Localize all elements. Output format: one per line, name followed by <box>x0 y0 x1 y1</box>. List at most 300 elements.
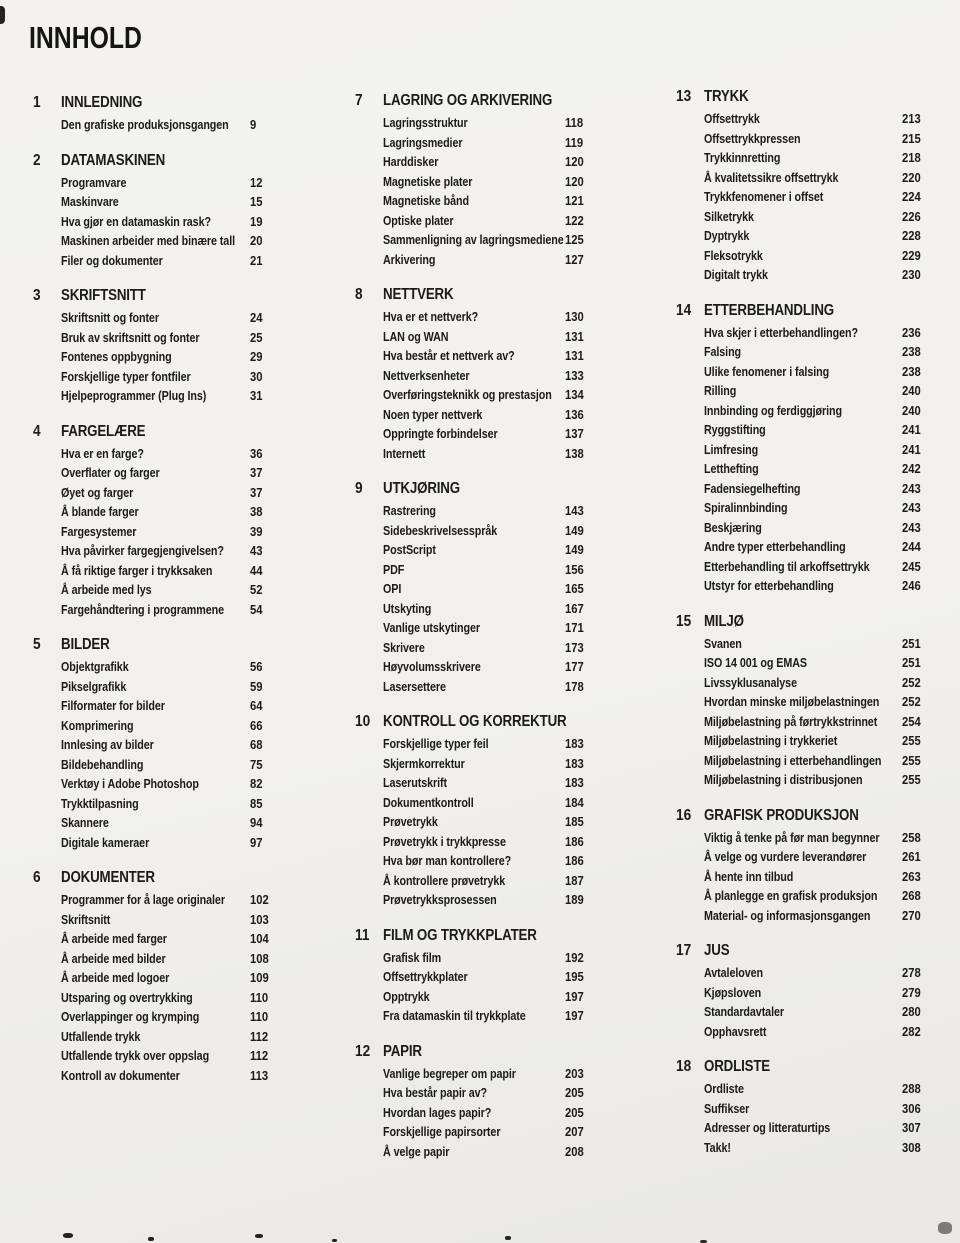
toc-entry-label: Miljøbelastning i etterbehandlingen <box>704 753 882 768</box>
toc-entry <box>704 247 948 267</box>
toc-entry-label: Å arbeide med logoer <box>61 971 170 985</box>
toc-entry <box>61 562 295 582</box>
toc-entry-label: Å blande farger <box>61 505 139 519</box>
toc-entry-label: Trykkfenomener i offset <box>704 190 824 204</box>
chapter-items <box>704 635 948 791</box>
toc-entry-page: 238 <box>902 364 921 379</box>
toc-entry-page: 251 <box>902 636 921 651</box>
toc-entry-page: 39 <box>250 524 263 539</box>
toc-entry <box>704 907 948 927</box>
toc-entry-label: Sammenligning av lagringsmediene <box>383 233 564 247</box>
chapter-items <box>61 174 295 272</box>
toc-entry <box>704 149 948 169</box>
toc-entry <box>61 775 295 795</box>
chapter-items <box>61 658 295 853</box>
chapter-number: 17 <box>676 942 692 959</box>
toc-entry-page: 43 <box>250 544 263 558</box>
toc-entry-label: Falsing <box>704 345 742 359</box>
toc-section <box>355 90 617 270</box>
toc-entry-label: Å velge og vurdere leverandører <box>704 850 867 864</box>
toc-entry <box>61 193 295 213</box>
toc-entry-label: Hva er en farge? <box>61 446 144 461</box>
toc-entry-page: 288 <box>902 1082 921 1096</box>
toc-entry-page: 125 <box>565 233 584 247</box>
toc-entry-page: 52 <box>250 583 263 597</box>
chapter-number: 1 <box>33 94 41 111</box>
chapter-title: DATAMASKINEN <box>61 151 166 169</box>
chapter-heading <box>355 711 617 732</box>
toc-entry-label: Fargehåndtering i programmene <box>61 602 224 617</box>
toc-entry-page: 183 <box>565 756 584 771</box>
toc-entry-label: Nettverksenheter <box>383 368 470 383</box>
toc-entry <box>704 130 948 150</box>
toc-entry-label: Rastrering <box>383 504 436 518</box>
toc-entry <box>61 387 295 407</box>
toc-entry-label: Lagringsstruktur <box>383 116 468 130</box>
toc-entry-label: Å hente inn tilbud <box>704 869 794 884</box>
toc-entry-label: Ulike fenomener i falsing <box>704 364 830 379</box>
toc-entry-label: Fra datamaskin til trykkplate <box>383 1009 526 1023</box>
toc-entry <box>61 601 295 621</box>
toc-entry-page: 103 <box>250 912 269 927</box>
toc-entry-label: Programvare <box>61 175 127 190</box>
toc-entry <box>704 343 948 363</box>
chapter-heading <box>355 284 617 305</box>
toc-entry-page: 94 <box>250 816 263 830</box>
toc-entry <box>383 406 617 426</box>
toc-entry <box>704 402 948 422</box>
toc-entry-page: 243 <box>902 501 921 515</box>
toc-entry <box>704 964 948 984</box>
toc-section <box>33 285 295 407</box>
chapter-title: INNLEDNING <box>61 94 143 111</box>
toc-entry-label: Digitalt trykk <box>704 268 768 282</box>
toc-entry <box>61 658 295 678</box>
chapter-heading <box>33 634 295 655</box>
toc-entry <box>61 1028 295 1048</box>
toc-section <box>676 611 948 791</box>
toc-entry-page: 244 <box>902 540 921 554</box>
toc-entry <box>383 173 617 193</box>
toc-entry <box>383 794 617 814</box>
toc-entry <box>704 208 948 228</box>
toc-entry-page: 112 <box>250 1049 269 1063</box>
toc-entry-page: 255 <box>902 753 921 768</box>
toc-entry <box>704 868 948 888</box>
toc-section <box>676 1056 948 1158</box>
toc-entry-label: Hvordan minske miljøbelastningen <box>704 695 880 709</box>
toc-section <box>355 284 617 464</box>
toc-entry-page: 228 <box>902 229 921 243</box>
toc-entry-label: Verktøy i Adobe Photoshop <box>61 777 199 791</box>
toc-entry-label: Pikselgrafikk <box>61 679 127 694</box>
toc-entry-label: Å arbeide med lys <box>61 583 152 597</box>
chapter-heading <box>676 611 948 632</box>
chapter-title: PAPIR <box>383 1042 422 1060</box>
toc-entry-page: 59 <box>250 679 263 694</box>
toc-entry <box>383 367 617 387</box>
toc-entry-label: Lagringsmedier <box>383 135 463 150</box>
toc-entry-page: 133 <box>565 368 584 383</box>
toc-entry-label: Miljøbelastning i distribusjonen <box>704 773 863 787</box>
chapter-title: UTKJØRING <box>383 480 460 497</box>
toc-entry-page: 213 <box>902 112 921 126</box>
chapter-title: TRYKK <box>704 88 749 105</box>
toc-entry-label: Skriftsnitt <box>61 912 111 927</box>
toc-entry-label: Overføringsteknikk og prestasjon <box>383 388 552 402</box>
toc-entry-page: 36 <box>250 446 263 461</box>
toc-entry-label: Forskjellige typer fontfiler <box>61 369 191 384</box>
toc-entry <box>383 445 617 465</box>
chapter-heading <box>33 92 295 113</box>
toc-entry-label: Å kontrollere prøvetrykk <box>383 873 506 888</box>
chapter-number: 18 <box>676 1058 692 1075</box>
toc-entry-page: 130 <box>565 310 584 324</box>
toc-entry-label: Noen typer nettverk <box>383 407 483 422</box>
toc-entry-label: Utfallende trykk <box>61 1029 141 1044</box>
toc-entry <box>704 421 948 441</box>
chapter-title: GRAFISK PRODUKSJON <box>704 806 859 824</box>
chapter-title: SKRIFTSNITT <box>61 287 146 304</box>
toc-entry-page: 97 <box>250 835 263 850</box>
toc-entry <box>383 502 617 522</box>
toc-entry <box>383 678 617 698</box>
toc-entry-page: 136 <box>565 407 584 422</box>
toc-entry <box>61 814 295 834</box>
toc-entry-label: Rilling <box>704 384 737 398</box>
toc-entry <box>704 635 948 655</box>
toc-entry-label: Bildebehandling <box>61 757 144 772</box>
toc-entry <box>383 735 617 755</box>
chapter-number: 16 <box>676 806 692 824</box>
toc-entry <box>61 678 295 698</box>
toc-entry-label: Offsettrykkplater <box>383 970 468 984</box>
toc-entry <box>704 1100 948 1120</box>
chapter-items <box>704 829 948 927</box>
toc-entry-page: 186 <box>565 834 584 849</box>
scan-artifact <box>505 1236 511 1240</box>
chapter-items <box>704 1080 948 1158</box>
toc-entry <box>383 251 617 271</box>
toc-entry-label: Filer og dokumenter <box>61 253 163 268</box>
toc-entry <box>383 114 617 134</box>
toc-entry-page: 24 <box>250 311 263 325</box>
toc-entry-label: Digitale kameraer <box>61 835 150 850</box>
toc-entry <box>61 503 295 523</box>
toc-entry <box>383 968 617 988</box>
toc-entry-label: Lasersettere <box>383 679 446 694</box>
toc-entry-label: Kontroll av dokumenter <box>61 1068 180 1083</box>
chapter-title: FILM OG TRYKKPLATER <box>383 926 537 944</box>
toc-entry <box>61 1008 295 1028</box>
toc-entry-label: Silketrykk <box>704 209 754 224</box>
toc-entry <box>704 363 948 383</box>
toc-entry-page: 252 <box>902 675 921 690</box>
chapter-heading <box>355 1041 617 1062</box>
toc-section <box>676 86 948 286</box>
toc-entry-page: 226 <box>902 209 921 224</box>
toc-entry-page: 220 <box>902 170 921 185</box>
toc-entry-label: Limfresing <box>704 442 759 457</box>
toc-entry-label: Etterbehandling til arkoffsettrykk <box>704 559 870 574</box>
toc-entry <box>704 1003 948 1023</box>
toc-entry-page: 238 <box>902 345 921 359</box>
toc-entry <box>704 382 948 402</box>
toc-entry-page: 241 <box>902 442 921 457</box>
toc-entry-label: Livssyklusanalyse <box>704 675 797 690</box>
toc-entry-page: 243 <box>902 520 921 535</box>
toc-entry <box>61 232 295 252</box>
toc-entry-label: Opptrykk <box>383 989 430 1004</box>
toc-entry <box>383 1065 617 1085</box>
toc-entry <box>383 872 617 892</box>
toc-entry <box>61 911 295 931</box>
toc-entry <box>61 736 295 756</box>
toc-entry-page: 229 <box>902 248 921 263</box>
chapter-number: 14 <box>676 301 692 319</box>
toc-entry <box>61 1047 295 1067</box>
toc-entry-page: 195 <box>565 970 584 984</box>
toc-entry-label: Overlappinger og krymping <box>61 1010 200 1024</box>
toc-entry-label: Skriftsnitt og fonter <box>61 311 159 325</box>
toc-entry-page: 131 <box>565 349 584 363</box>
toc-entry-label: OPI <box>383 582 402 596</box>
toc-entry-label: Å kvalitetssikre offsettrykk <box>704 170 839 185</box>
chapter-number: 12 <box>355 1042 371 1060</box>
toc-entry-page: 245 <box>902 559 921 574</box>
toc-entry-page: 64 <box>250 699 263 713</box>
toc-entry-label: Å få riktige farger i trykksaken <box>61 563 213 578</box>
chapter-items <box>704 324 948 597</box>
toc-entry <box>61 581 295 601</box>
toc-entry-label: Hva skjer i etterbehandlingen? <box>704 325 858 340</box>
chapter-number: 11 <box>355 926 370 944</box>
toc-entry-label: Adresser og litteraturtips <box>704 1121 831 1135</box>
toc-entry <box>61 174 295 194</box>
toc-entry-label: ISO 14 001 og EMAS <box>704 656 808 670</box>
chapter-number: 6 <box>33 869 41 886</box>
toc-entry-label: Offsettrykkpressen <box>704 131 801 146</box>
chapter-heading <box>355 90 617 111</box>
toc-entry-page: 203 <box>565 1066 584 1081</box>
toc-entry-page: 207 <box>565 1125 584 1139</box>
chapter-title: LAGRING OG ARKIVERING <box>383 92 553 109</box>
toc-entry <box>383 774 617 794</box>
scan-artifact <box>255 1234 263 1238</box>
toc-entry-page: 183 <box>565 737 584 751</box>
chapter-number: 9 <box>355 480 363 497</box>
toc-entry <box>383 658 617 678</box>
toc-entry-label: Vanlige begreper om papir <box>383 1066 516 1081</box>
toc-entry-page: 120 <box>565 155 584 169</box>
page-title: INNHOLD <box>29 20 142 55</box>
toc-entry <box>383 328 617 348</box>
toc-entry <box>704 110 948 130</box>
toc-entry-page: 171 <box>565 621 584 635</box>
toc-entry <box>383 1123 617 1143</box>
toc-entry <box>383 1007 617 1027</box>
scan-artifact <box>332 1239 337 1242</box>
toc-entry-label: Hva gjør en datamaskin rask? <box>61 214 211 229</box>
toc-entry <box>61 930 295 950</box>
toc-entry-page: 30 <box>250 369 263 384</box>
toc-entry-page: 121 <box>565 194 584 208</box>
chapter-title: ETTERBEHANDLING <box>704 301 834 319</box>
toc-entry-page: 241 <box>902 423 921 437</box>
toc-entry-label: Hvordan lages papir? <box>383 1105 492 1120</box>
toc-entry <box>704 771 948 791</box>
toc-entry <box>704 266 948 286</box>
toc-entry <box>383 1143 617 1163</box>
toc-entry <box>383 1104 617 1124</box>
toc-entry <box>704 848 948 868</box>
chapter-items <box>383 735 617 911</box>
toc-entry-label: Vanlige utskytinger <box>383 621 480 635</box>
chapter-number: 4 <box>33 422 41 440</box>
toc-entry <box>61 368 295 388</box>
toc-entry-page: 224 <box>902 190 921 204</box>
toc-entry-page: 208 <box>565 1144 584 1159</box>
toc-entry-label: Fleksotrykk <box>704 248 763 263</box>
toc-entry-label: Prøvetrykksprosessen <box>383 893 497 907</box>
chapter-items <box>383 1065 617 1163</box>
toc-entry-page: 258 <box>902 830 921 845</box>
toc-entry-page: 104 <box>250 932 269 946</box>
toc-entry-label: Å velge papir <box>383 1144 450 1159</box>
toc-entry <box>61 116 295 136</box>
toc-entry-page: 254 <box>902 714 921 729</box>
toc-entry <box>383 425 617 445</box>
toc-entry-page: 178 <box>565 679 584 694</box>
toc-entry-page: 108 <box>250 951 269 966</box>
chapter-number: 10 <box>355 713 371 730</box>
toc-entry-label: Opphavsrett <box>704 1024 767 1039</box>
toc-entry-label: Standardavtaler <box>704 1005 784 1019</box>
toc-entry-label: Fadensiegelhefting <box>704 481 801 496</box>
toc-entry-page: 138 <box>565 446 584 461</box>
toc-entry-label: Svanen <box>704 636 742 651</box>
toc-entry <box>383 1084 617 1104</box>
toc-entry-page: 307 <box>902 1121 921 1135</box>
toc-entry <box>704 169 948 189</box>
toc-entry <box>383 988 617 1008</box>
toc-entry-label: Hva består et nettverk av? <box>383 349 515 363</box>
chapter-title: FARGELÆRE <box>61 422 146 440</box>
toc-entry-page: 263 <box>902 869 921 884</box>
chapter-items <box>383 308 617 464</box>
toc-entry-page: 243 <box>902 481 921 496</box>
toc-entry-label: Innlesing av bilder <box>61 738 154 752</box>
toc-entry <box>704 674 948 694</box>
chapter-number: 3 <box>33 287 41 304</box>
toc-entry-label: Optiske plater <box>383 213 454 228</box>
toc-entry-page: 280 <box>902 1005 921 1019</box>
chapter-title: ORDLISTE <box>704 1058 771 1075</box>
toc-entry-page: 236 <box>902 325 921 340</box>
chapter-title: KONTROLL OG KORREKTUR <box>383 713 567 730</box>
toc-entry <box>383 231 617 251</box>
toc-entry <box>704 1139 948 1159</box>
toc-entry-label: Dokumentkontroll <box>383 795 474 810</box>
toc-section <box>676 300 948 597</box>
toc-section <box>355 711 617 911</box>
toc-entry-page: 75 <box>250 757 263 772</box>
toc-entry-page: 37 <box>250 466 263 480</box>
toc-entry-label: Prøvetrykk <box>383 815 438 829</box>
toc-entry <box>704 887 948 907</box>
toc-entry-page: 240 <box>902 403 921 418</box>
toc-entry-page: 156 <box>565 562 584 577</box>
toc-entry <box>383 153 617 173</box>
chapter-number: 13 <box>676 88 692 105</box>
toc-entry <box>704 480 948 500</box>
toc-section <box>676 805 948 927</box>
toc-entry-page: 184 <box>565 795 584 810</box>
toc-entry-page: 240 <box>902 384 921 398</box>
chapter-heading <box>676 940 948 961</box>
chapter-number: 7 <box>355 92 363 109</box>
toc-entry <box>704 499 948 519</box>
toc-entry <box>704 829 948 849</box>
toc-entry <box>61 1067 295 1087</box>
toc-entry-page: 66 <box>250 718 263 733</box>
toc-entry-page: 149 <box>565 543 584 557</box>
toc-entry <box>704 693 948 713</box>
toc-entry <box>383 600 617 620</box>
toc-entry <box>704 460 948 480</box>
toc-entry-page: 278 <box>902 966 921 980</box>
chapter-heading <box>676 805 948 826</box>
toc-entry-page: 173 <box>565 640 584 655</box>
toc-entry <box>61 329 295 349</box>
toc-section <box>33 150 295 272</box>
chapter-title: BILDER <box>61 636 110 653</box>
toc-entry-page: 218 <box>902 151 921 165</box>
toc-entry <box>61 717 295 737</box>
toc-entry-page: 68 <box>250 738 263 752</box>
toc-entry <box>704 538 948 558</box>
toc-entry <box>383 212 617 232</box>
toc-entry-label: Magnetiske bånd <box>383 194 469 208</box>
chapter-heading <box>676 86 948 107</box>
toc-entry-page: 109 <box>250 971 269 985</box>
toc-entry-page: 15 <box>250 195 263 209</box>
toc-entry <box>704 558 948 578</box>
toc-entry-label: Miljøbelastning på førtrykkstrinnet <box>704 714 878 729</box>
toc-entry-page: 134 <box>565 388 584 402</box>
toc-entry-label: Harddisker <box>383 155 439 169</box>
toc-entry-label: Prøvetrykk i trykkpresse <box>383 834 506 849</box>
toc-entry-label: Å arbeide med bilder <box>61 951 166 966</box>
toc-entry <box>61 484 295 504</box>
toc-entry-page: 112 <box>250 1029 269 1044</box>
toc-section <box>33 421 295 621</box>
toc-entry-label: Trykkinnretting <box>704 151 781 165</box>
toc-entry <box>704 1119 948 1139</box>
toc-entry-page: 185 <box>565 815 584 829</box>
toc-entry <box>61 795 295 815</box>
chapter-heading <box>355 478 617 499</box>
toc-entry-label: Innbinding og ferdiggjøring <box>704 403 843 418</box>
toc-entry-label: Dyptrykk <box>704 229 750 243</box>
toc-entry <box>704 984 948 1004</box>
toc-entry <box>383 522 617 542</box>
toc-entry <box>61 348 295 368</box>
toc-entry-page: 113 <box>250 1068 269 1083</box>
toc-entry <box>704 577 948 597</box>
toc-entry-label: Suffikser <box>704 1101 750 1116</box>
toc-entry <box>704 227 948 247</box>
